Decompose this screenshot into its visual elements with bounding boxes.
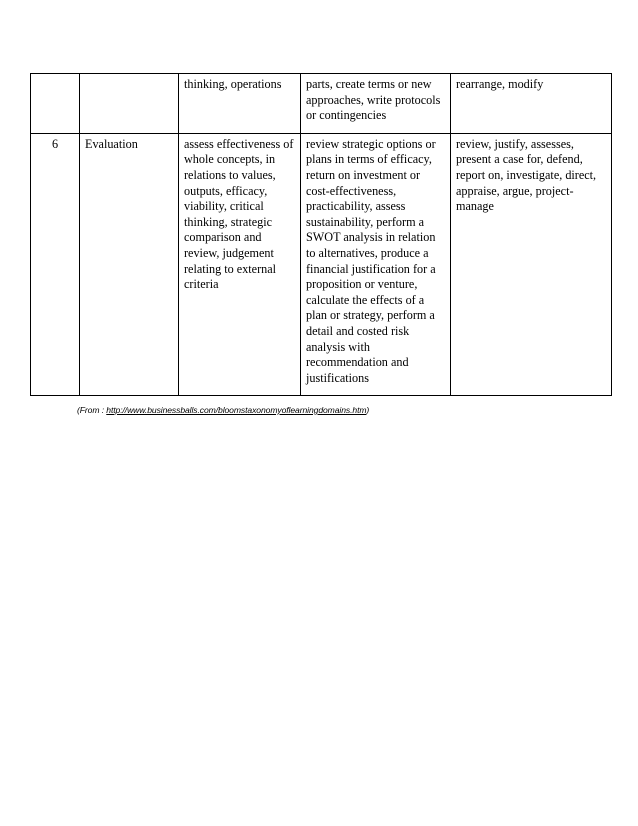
level-number-cell [31,74,80,134]
citation-prefix: (From : [77,405,107,415]
source-citation [77,405,369,415]
citation-link[interactable]: http://www.businessballs.com/bloomstaxonomyoflearningdomains.htm [106,405,367,415]
level-name: Evaluation [85,136,138,151]
level-name-cell [80,133,179,396]
level-description: assess effectiveness of whole concepts, in relations to values, outputs, efficacy, viability, critical thinking, strategic comparison and review, judgement relating to external criteria [184,136,294,292]
keywords-cell [451,74,612,134]
description-cell [179,74,301,134]
bloom-taxonomy-table [30,73,612,396]
examples-cell [301,74,451,134]
level-name-cell [80,74,179,134]
level-number-cell [31,133,80,396]
level-description: thinking, operations [184,77,282,91]
level-number: 6 [51,136,59,151]
level-examples: review strategic options or plans in terms of efficacy, return on investment or cost-effectiveness, practicability, assess sustainability, perform a SWOT analysis in relation to alternatives, produce a financial justification for a proposition or venture, calculate the effects of a plan or strategy, perform a detail and costed risk analysis with recommendation and justifications [306,136,436,385]
level-keywords: rearrange, modify [456,77,544,91]
description-cell [179,133,301,396]
table-row [31,74,612,134]
citation-suffix: ) [366,405,370,415]
keywords-cell [451,133,612,396]
level-examples: parts, create terms or new approaches, write protocols or contingencies [306,77,441,123]
examples-cell [301,133,451,396]
table-row [31,133,612,396]
level-keywords: review, justify, assesses, present a case for, defend, report on, investigate, direct, appraise, argue, project-manage [456,136,597,214]
